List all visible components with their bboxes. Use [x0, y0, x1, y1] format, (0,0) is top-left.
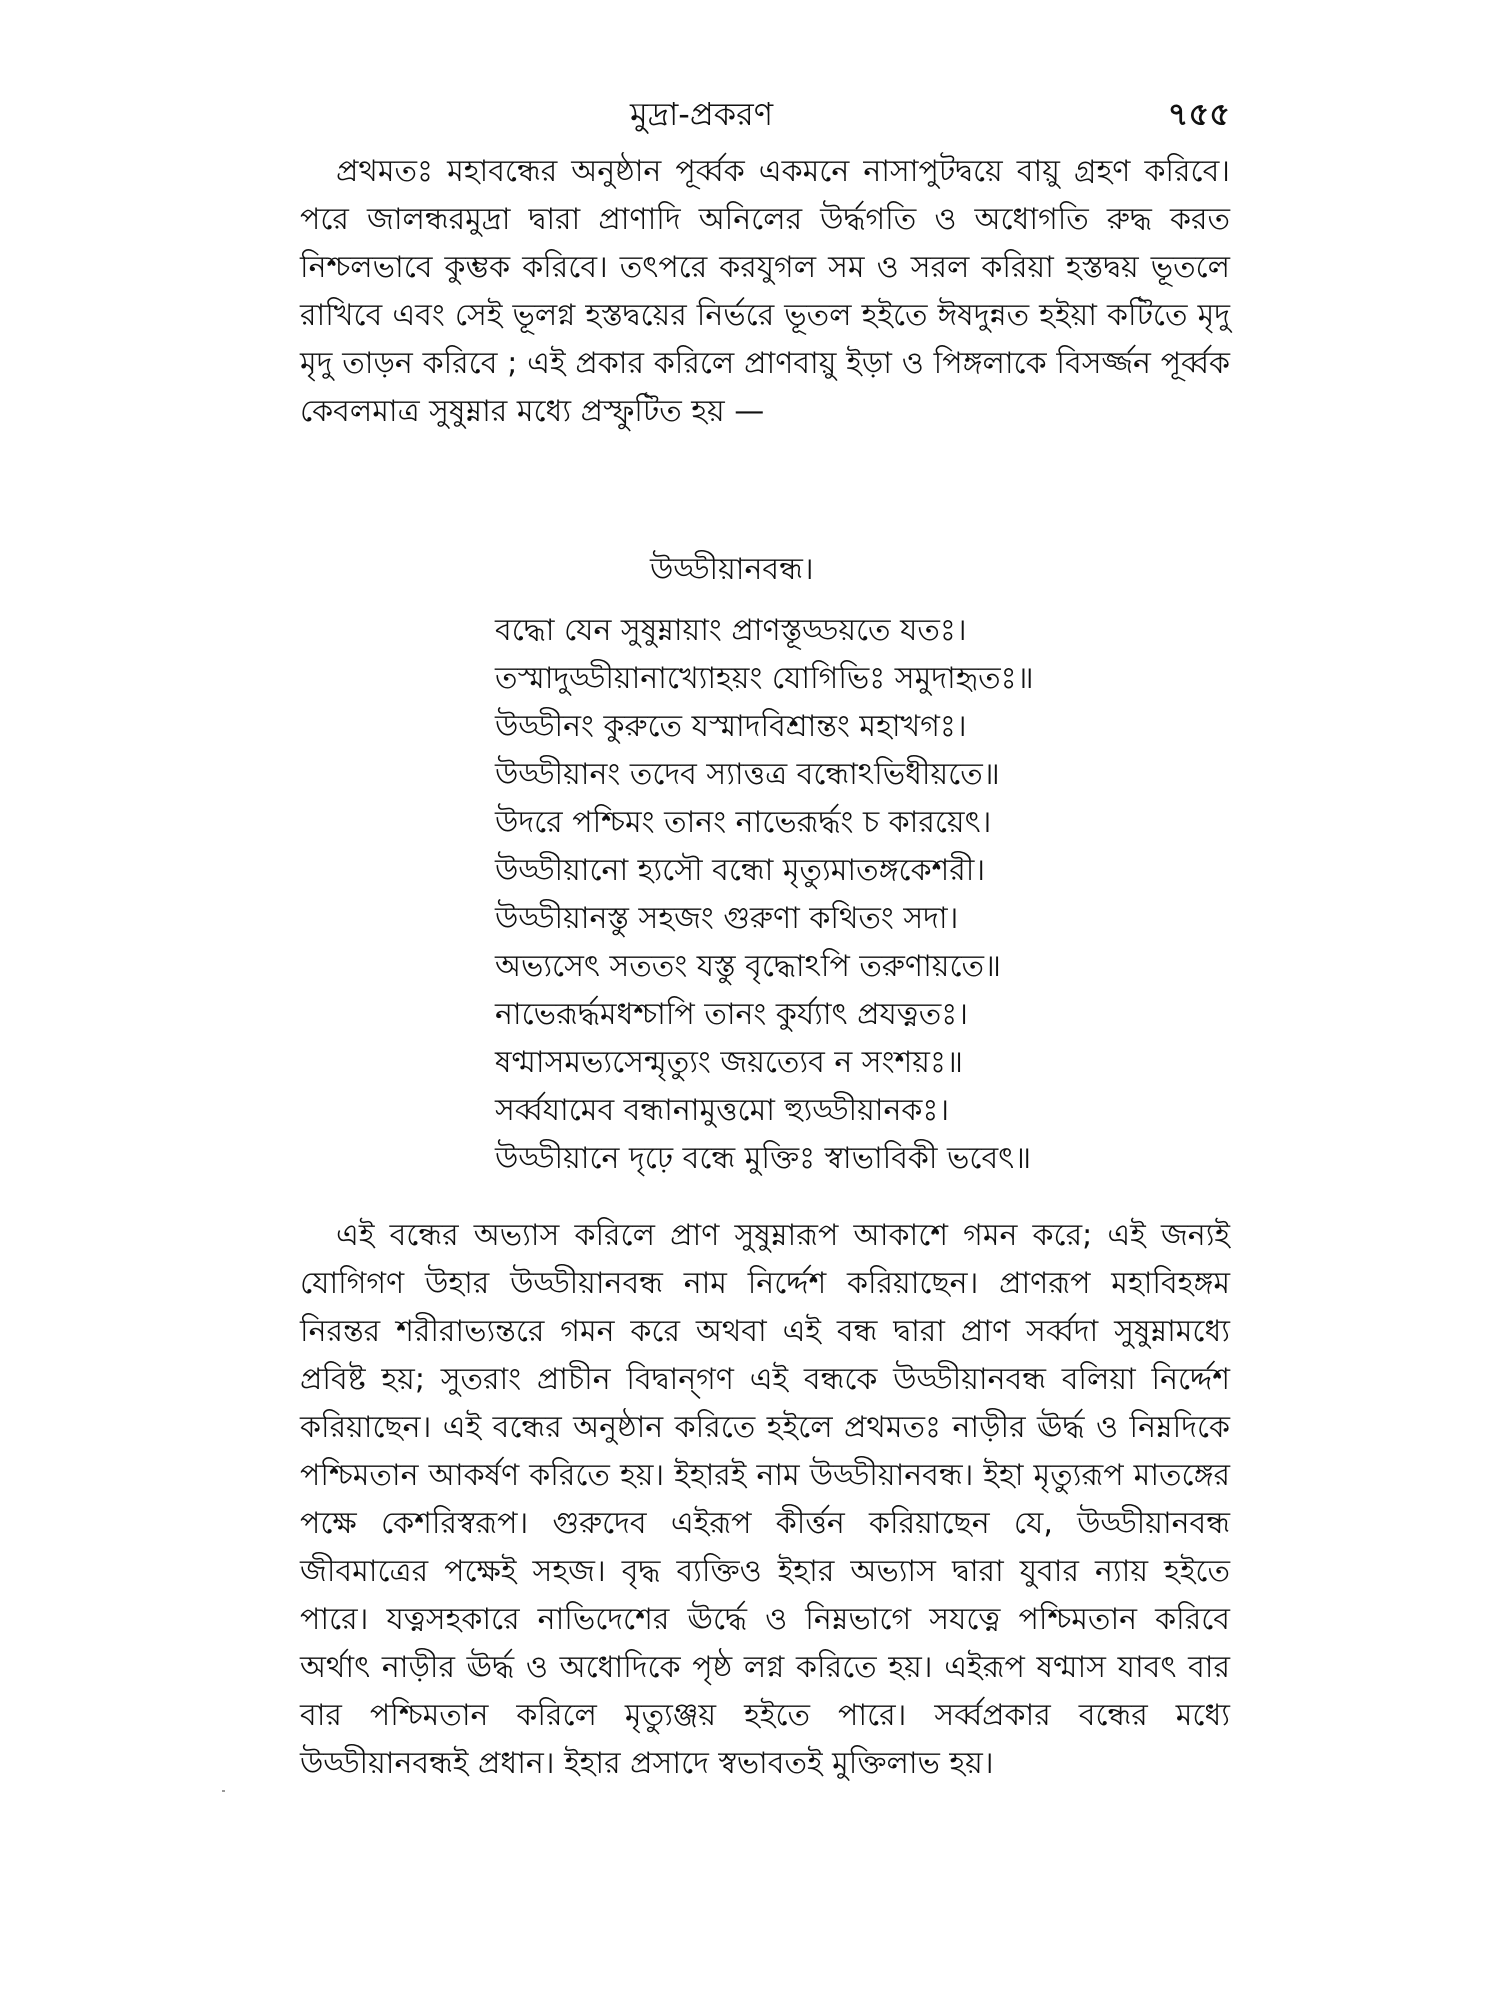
verse-line: তস্মাদুড্ডীয়ানাখ্যোহয়ং যোগিভিঃ সমুদাহৃতঃ॥: [495, 661, 1034, 696]
verse-line: উড্ডীয়ানে দৃঢ়ে বন্ধে মুক্তিঃ স্বাভাবিকী ভবেৎ॥: [495, 1141, 1032, 1176]
verse-line: অভ্যসেৎ সততং যস্তু বৃদ্ধোঽপি তরুণায়তে॥: [495, 949, 1001, 984]
verse-line: নাভেরূর্দ্ধমধশ্চাপি তানং কুর্য্যাৎ প্রযত্নতঃ।: [495, 997, 969, 1032]
verse-line: বদ্ধো যেন সুষুম্নায়াং প্রাণস্তূড্ডয়তে যতঃ।: [495, 613, 967, 648]
verse-list: [495, 607, 1215, 1183]
verse-line: উড্ডীয়ানং তদেব স্যাত্তত্র বন্ধোঽভিধীয়তে॥: [495, 757, 1000, 792]
intro-paragraph: প্রথমতঃ মহাবন্ধের অনুষ্ঠান পূর্ব্বক একমনে নাসাপুটদ্বয়ে বায়ু গ্রহণ করিবে। পরে জালন্ধরমুদ্রা দ্বারা প্রাণাদি অনিলের উৰ্দ্ধগতি ও অধোগতি রুদ্ধ করত নিশ্চলভাবে কুম্ভক করিবে। তৎপরে করযুগল সম ও সরল করিয়া হস্তদ্বয় ভূতলে রাখিবে এবং সেই ভূলগ্ন হস্তদ্বয়ের নির্ভরে ভূতল হইতে ঈষদুন্নত হইয়া কটিতে মৃদু মৃদু তাড়ন করিবে ; এই প্রকার করিলে প্রাণবায়ু ইড়া ও পিঙ্গলাকে বিসর্জ্জন পূর্ব্বক কেবলমাত্র সুষুম্নার মধ্যে প্রস্ফুটিত হয় —: [300, 154, 1230, 429]
verse-line: ষণ্মাসমভ্যসেন্মৃত্যুং জয়ত্যেব ন সংশয়ঃ॥: [495, 1045, 963, 1080]
verse-line: উদরে পশ্চিমং তানং নাভেরূর্দ্ধং চ কারয়েৎ।: [495, 805, 992, 840]
page-number: ৭৫৫: [1167, 95, 1230, 133]
verse-line: উড্ডীয়ানো হ্যসৌ বন্ধো মৃত্যুমাতঙ্গকেশরী।: [495, 853, 986, 888]
verse-line: সর্ব্বযামেব বন্ধানামুত্তমো হ্যুড্ডীয়ানকঃ।: [495, 1093, 950, 1128]
running-title: মুদ্রা-প্রকরণ: [630, 95, 774, 133]
scan-speck: [222, 1790, 225, 1792]
commentary-paragraph: এই বন্ধের অভ্যাস করিলে প্রাণ সুষুম্নারূপ আকাশে গমন করে; এই জন্যই যোগিগণ উহার উড্ডীয়ানবন্ধ নাম নির্দ্দেশ করিয়াছেন। প্রাণরূপ মহাবিহঙ্গম নিরন্তর শরীরাভ্যন্তরে গমন করে অথবা এই বন্ধ দ্বারা প্রাণ সর্ব্বদা সুষুম্নামধ্যে প্রবিষ্ট হয়; সুতরাং প্রাচীন বিদ্বান্‌গণ এই বন্ধকে উড্ডীয়ানবন্ধ বলিয়া নির্দ্দেশ করিয়াছেন। এই বন্ধের অনুষ্ঠান করিতে হইলে প্রথমতঃ নাড়ীর ঊর্দ্ধ ও নিম্নদিকে পশ্চিমতান আকর্ষণ করিতে হয়। ইহারই নাম উড্ডীয়ানবন্ধ। ইহা মৃত্যুরূপ মাতঙ্গের পক্ষে কেশরিস্বরূপ। গুরুদেব এইরূপ কীর্ত্তন করিয়াছেন যে, উড্ডীয়ানবন্ধ জীবমাত্রের পক্ষেই সহজ। বৃদ্ধ ব্যক্তিও ইহার অভ্যাস দ্বারা যুবার ন্যায় হইতে পারে। যত্নসহকারে নাভিদেশের ঊর্দ্ধে ও নিম্নভাগে সযত্নে পশ্চিমতান করিবে অর্থাৎ নাড়ীর ঊর্দ্ধ ও অধোদিকে পৃষ্ঠ লগ্ন করিতে হয়। এইরূপ ষণ্মাস যাবৎ বার বার পশ্চিমতান করিলে মৃত্যুঞ্জয় হইতে পারে। সর্ব্বপ্রকার বন্ধের মধ্যে উড্ডীয়ানবন্ধই প্রধান। ইহার প্রসাদে স্বভাবতই মুক্তিলাভ হয়।: [300, 1218, 1230, 1781]
verse-line: উড্ডীনং কুরুতে যস্মাদবিশ্রান্তং মহাখগঃ।: [495, 709, 967, 744]
page-header: [300, 92, 1230, 142]
verse-line: উড্ডীয়ানস্তু সহজং গুরুণা কথিতং সদা।: [495, 901, 959, 936]
section-title: উড্ডীয়ানবন্ধ।: [650, 552, 814, 587]
